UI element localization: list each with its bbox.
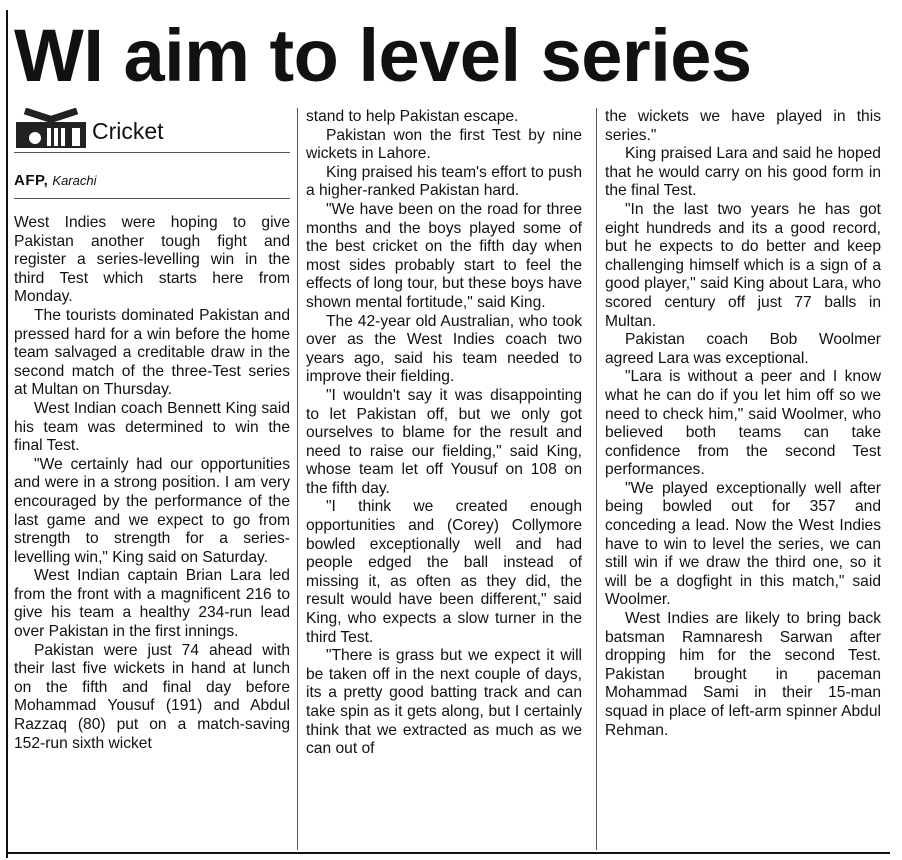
cricket-bat-ball-icon [14, 108, 88, 152]
byline-place: Karachi [52, 173, 97, 188]
paragraph: West Indies were hoping to give Pakistan another tough fight and register a series-levelling win in the third Test which starts here from Monday. [14, 214, 290, 306]
article-column-2 [306, 108, 582, 759]
byline-divider [14, 198, 290, 199]
byline [14, 172, 96, 189]
paragraph: "We played exceptionally well after being bowled out for 357 and conceding a lead. Now the West Indies have to win to level the series, we can still win if we draw the third one, so it will be a dogfight in this match," said Woolmer. [605, 479, 881, 609]
paragraph: West Indies are likely to bring back batsman Ramnaresh Sarwan after dropping him for the second Test. Pakistan brought in paceman Mohammad Sami in their 15-man squad in place of left-arm spinner Abdul Rehman. [605, 610, 881, 739]
paragraph: West Indian captain Brian Lara led from the front with a magnificent 216 to give his team a healthy 234-run lead over Pakistan in the first innings. [14, 567, 290, 641]
paragraph: The tourists dominated Pakistan and pressed hard for a win before the home team salvaged a creditable draw in the second match of the three-Test series at Multan on Thursday. [14, 306, 290, 399]
article-column-1 [14, 214, 290, 753]
paragraph: "There is grass but we expect it will be taken off in the next couple of days, its a pretty good batting track and can take spin as it gets along, but I certainly think that we extracted as much as we can out of [306, 647, 582, 758]
section-header [14, 108, 290, 152]
section-divider [14, 152, 290, 153]
paragraph: "We certainly had our opportunities and were in a strong position. I am very encouraged by the performance of the last game and we expect to go from strength to strength for a series-levelling win," King said on Saturday. [14, 455, 290, 566]
left-border-rule [6, 10, 8, 858]
paragraph: The 42-year old Australian, who took over as the West Indies coach two years ago, said his team needed to improve their fielding. [306, 312, 582, 386]
paragraph: West Indian coach Bennett King said his team was determined to win the final Test. [14, 399, 290, 455]
byline-agency: AFP, [14, 172, 49, 189]
paragraph: "Lara is without a peer and I know what he can do if you let him off so we need to check him," said Woolmer, who believed both teams can take confidence from the second Test performances. [605, 368, 881, 479]
bottom-border-rule [6, 852, 890, 854]
paragraph: Pakistan coach Bob Woolmer agreed Lara was exceptional. [605, 331, 881, 367]
paragraph: stand to help Pakistan escape. [306, 108, 519, 125]
paragraph: "We have been on the road for three months and the boys played some of the best cricket on the fifth day when most sides probably start to feel the effects of long tour, but these boys have shown mental fortitude," said King. [306, 200, 582, 311]
paragraph: "In the last two years he has got eight hundreds and its a good record, but he expects to do better and keep challenging himself which is a sign of a good player," said King about Lara, who scored century off just 77 balls in Multan. [605, 200, 881, 330]
section-label: Cricket [92, 118, 164, 144]
column-divider [596, 108, 597, 850]
paragraph: "I think we created enough opportunities and (Corey) Collymore bowled exceptionally well and had people edged the ball instead of missing it, as often as they did, the result would have been different," said King, who expects a slow turner in the third Test. [306, 498, 582, 646]
headline: WI aim to level series [14, 14, 752, 97]
paragraph: Pakistan were just 74 ahead with their last five wickets in hand at lunch on the fifth and final day before Mohammad Yousuf (191) and Abdul Razzaq (80) put on a match-saving 152-run sixth wicket [14, 641, 290, 752]
column-divider [297, 108, 298, 850]
paragraph: Pakistan won the first Test by nine wickets in Lahore. [306, 126, 582, 163]
article-column-3 [605, 108, 881, 740]
paragraph: King praised his team's effort to push a higher-ranked Pakistan hard. [306, 163, 582, 200]
paragraph: King praised Lara and said he hoped that he would carry on his good form in the final Test. [605, 145, 881, 200]
paragraph: the wickets we have played in this series." [605, 108, 881, 144]
paragraph: "I wouldn't say it was disappointing to let Pakistan off, but we only got ourselves to blame for the result and need to raise our fielding," said King, whose team let off Yousuf on 108 on the fifth day. [306, 386, 582, 497]
